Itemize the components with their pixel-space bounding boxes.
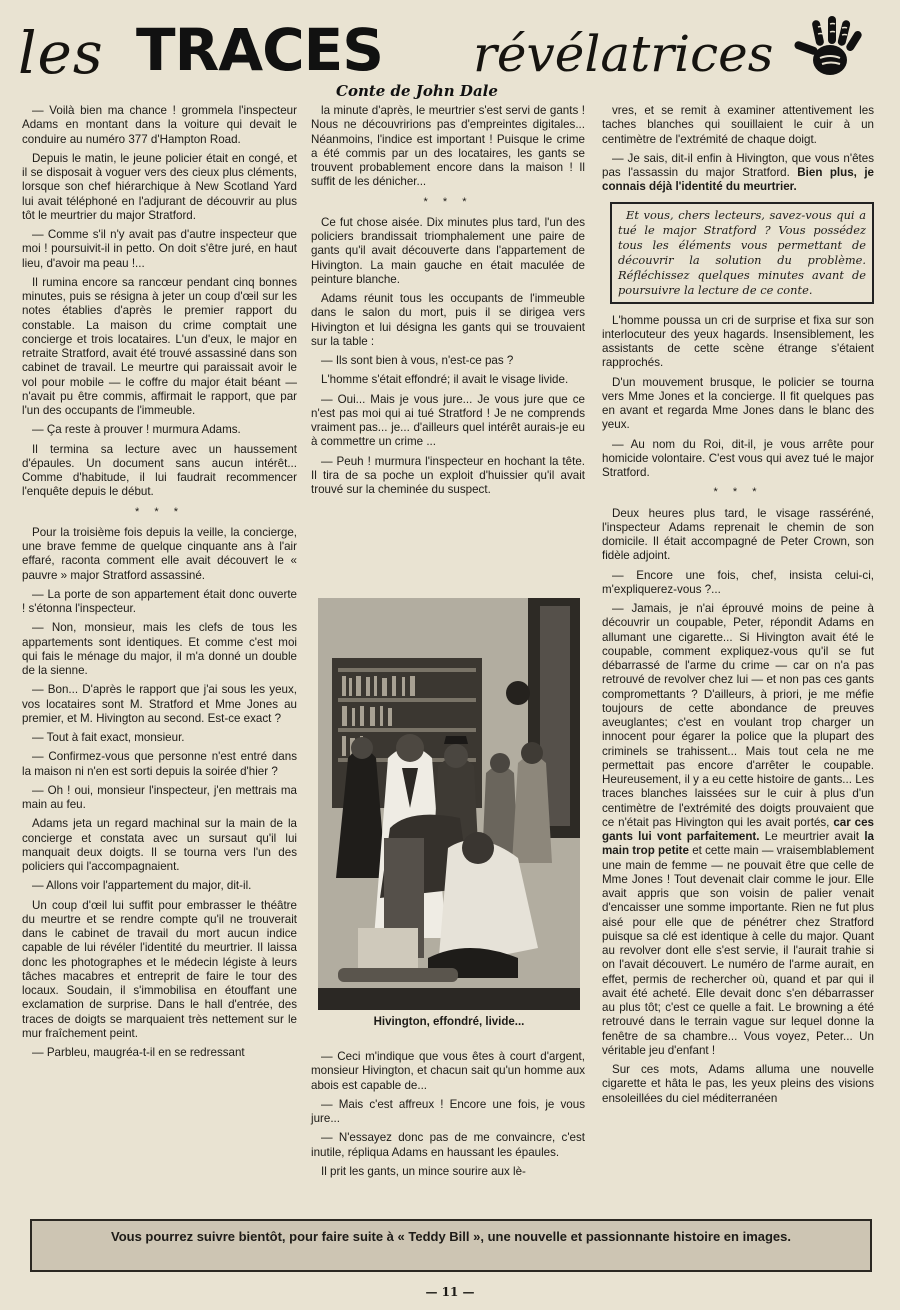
subtitle: Conte de John Dale: [336, 82, 498, 100]
paragraph: [602, 152, 874, 195]
paragraph: Depuis le matin, le jeune policier était en congé, et il se disposait à voguer vers des cieux plus cléments, lorsque son chef hiérarchique à New Scotland Yard lui avait téléphoné en l'adjurant de découvrir au plus tôt le meurtrier du major Stratford.: [22, 151, 297, 222]
paragraph: Adams jeta un regard machinal sur la main de la concierge et constata avec un sursaut qu'il lui manquait deux doigts. Il se tourna vers l'un des policiers qui l'accompagnaient.: [22, 817, 297, 873]
paragraph: Ce fut chose aisée. Dix minutes plus tard, l'un des policiers brandissait triomphalement une paire de gants qu'il avait découverte dans l'appartement de Hivington. La main gauche en était maculée de peinture blanche.: [311, 215, 585, 286]
handprint-icon: [778, 14, 882, 84]
page-number: — 11 —: [425, 1285, 475, 1299]
paragraph: Un coup d'œil lui suffit pour embrasser le théâtre du meurtre et se rendre compte qu'il ne trouverait dans le cabinet de travail du mort aucun indice capable de lui révéler l'identité du meurtrier. Il laissa donc les photographes et le médecin légiste à leurs tâches macabres et entreprit de faire le tour des locaux. Soudain, il s'immobilisa en étouffant une exclamation de surprise. Dans le hall d'entrée, des traces de doigts se marquaient très nettement sur le mur fraîchement peint.: [22, 898, 297, 1040]
paragraph-text: Le meurtrier avait: [764, 830, 860, 843]
title-les: les: [18, 19, 104, 87]
paragraph: — Peuh ! murmura l'inspecteur en hochant la tête. Il tira de sa poche un exploit d'huissier qu'il avait trouvé sur la cheminée du suspect.: [311, 454, 585, 496]
column-2: [311, 104, 585, 502]
paragraph: — Au nom du Roi, dit-il, je vous arrête pour homicide volontaire. C'est vous qui avez tué le major Stratford.: [602, 437, 874, 479]
paragraph: — Comme s'il n'y avait pas d'autre inspecteur que moi ! poursuivit-il in petto. On doit s'être juré, en haut lieu, d'avoir ma peau !...: [22, 228, 297, 270]
paragraph: Il prit les gants, un mince sourire aux lè-: [321, 1164, 526, 1178]
paragraph: — Bon... D'après le rapport que j'ai sous les yeux, vos locataires sont M. Stratford et Mme Jones au premier, et M. Hivington au second. Est-ce exact ?: [22, 683, 297, 725]
paragraph: — Ils sont bien à vous, n'est-ce pas ?: [321, 354, 514, 367]
section-separator: * * *: [135, 505, 184, 518]
paragraph: — Ça reste à prouver ! murmura Adams.: [32, 423, 241, 437]
paragraph: — Oui... Mais je vous jure... Je vous jure que ce n'est pas moi qui ai tué Stratford ! Je ne comprends vraiment pas... je... d'ailleurs quel intérêt aurais-je eu à commettre un crime ...: [311, 392, 585, 449]
paragraph: — La porte de son appartement était donc ouverte ! s'étonna l'inspecteur.: [22, 587, 297, 615]
bold-text: Bien plus, je connais déjà l'identité du meurtrier.: [602, 166, 874, 194]
paragraph: vres, et se remit à examiner attentivement les taches blanches qui souillaient le cuir à un centimètre de l'extrémité de chaque doigt.: [602, 104, 874, 146]
title-traces: TRACES: [136, 16, 384, 84]
bold-text: la main trop petite: [602, 830, 874, 858]
paragraph: — Allons voir l'appartement du major, dit-il.: [32, 879, 252, 893]
paragraph: — Tout à fait exact, monsieur.: [32, 731, 185, 744]
story-illustration: [318, 598, 580, 1010]
paragraph: Adams réunit tous les occupants de l'immeuble dans le salon du mort, puis il se dirigea vers Hivington et lui désigna les gants qui se trouvaient sur la table :: [311, 292, 585, 348]
column-2-continued: [311, 1050, 585, 1184]
paragraph: Pour la troisième fois depuis la veille, la concierge, une brave femme de quelque cinquante ans à l'air effaré, raconta comment elle avait découvert le « pauvre » major Stratford assassiné.: [22, 525, 297, 582]
section-separator: * * *: [713, 486, 763, 499]
section-separator: * * *: [423, 195, 473, 208]
box-text: Et vous, chers lecteurs, savez-vous qui a tué le major Stratford ? Vous possédez tous les éléments vous permettant de découvrir la solution du problème. Réfléchissez quelques minutes avant de poursuivre la lecture de ce conte.: [618, 207, 866, 297]
paragraph: Deux heures plus tard, le visage rasséréné, l'inspecteur Adams reprenait le chemin de son domicile. Il était accompagné de Peter Crown, son fidèle adjoint.: [602, 506, 874, 563]
paragraph: — Non, monsieur, mais les clefs de tous les appartements sont identiques. Et comme c'est moi qui fais le ménage du major, il m'a donné un double de la sienne.: [22, 621, 297, 677]
paragraph: — Parbleu, maugréa-t-il en se redressant: [32, 1046, 245, 1059]
reader-question-box: [610, 202, 874, 304]
bold-text: car ces gants lui vont parfaitement.: [602, 815, 874, 843]
paragraph: — Oh ! oui, monsieur l'inspecteur, j'en mettrais ma main au feu.: [22, 783, 297, 811]
paragraph: — Encore une fois, chef, insista celui-ci, m'expliquerez-vous ?...: [602, 568, 874, 596]
paragraph: — Voilà bien ma chance ! grommela l'inspecteur Adams en montant dans la voiture qui devait le conduire au numéro 377 d'Hampton Road.: [22, 104, 297, 146]
title-revelatrices: révélatrices: [473, 25, 774, 83]
paragraph: — Confirmez-vous que personne n'est entré dans la maison ni n'en est sorti depuis la soirée d'hier ?: [22, 750, 297, 778]
paragraph: la minute d'après, le meurtrier s'est servi de gants ! Nous ne découvririons pas d'empreintes digitales... Néanmoins, l'indice est important ! Puisque le crime a été commis par un des locataires, les gants se trouvent probablement encore dans la maison ! Il suffit de les dénicher...: [311, 104, 585, 189]
title-block: [18, 12, 880, 100]
illustration-caption: Hivington, effondré, livide...: [373, 1016, 525, 1028]
column-3: [602, 104, 874, 1111]
paragraph: L'homme s'était effondré; il avait le visage livide.: [321, 373, 569, 387]
paragraph: — Mais c'est affreux ! Encore une fois, je vous jure...: [311, 1097, 585, 1125]
paragraph: [602, 602, 874, 1058]
paragraph-text: — Je sais, dit-il enfin à Hivington, que vous n'êtes pas l'assassin du major Stratford.: [602, 151, 874, 179]
column-1: [22, 104, 297, 1065]
paragraph: Il termina sa lecture avec un haussement d'épaules. Un document sans aucun intérêt... Comme d'habitude, il lui faudrait recommencer l'enquête depuis le début.: [22, 442, 297, 499]
paragraph: D'un mouvement brusque, le policier se tourna vers Mme Jones et la concierge. Il fit quelques pas en avant et regarda Mme Jones dans le blanc des yeux.: [602, 375, 874, 432]
paragraph-text: et cette main — vraisemblablement une main de femme — ne pouvait être que celle de Mme Jones ! Tout devenait clair comme le jour. Elle avait appris que son voisin de palier venait d'encaisser une somme importante. Rien ne fut plus aisé pour elle que de pénétrer chez Stratford puisque sa clé est identique à celle du major. Quant au revolver dont elle s'est servie, il l'aurait trahie si on l'avait découvert. Le numéro de l'arme aurait, en effet, permis de rechercher où, quand et par qui il avait été acheté. Elle devait donc s'en débarrasser au plus tôt; c'est ce quelle a fait. Le browning a été retrouvé dans le terrain vague sur lequel donne la fenêtre de sa chambre... Vous voyez, Peter... Un véritable jeu d'enfant !: [602, 844, 874, 1057]
paragraph: Il rumina encore sa rancœur pendant cinq bonnes minutes, puis se résigna à jeter un coup d'œil sur les notes établies d'après le premier rapport du constable. La maison du crime comptait une concierge et trois locataires. L'un d'eux, le major en retraite Stratford, avait été trouvé assassiné dans son cabinet de travail. Le meurtre qui paraissait avoir le vol pour mobile — le coffre du major était béant — n'avait pu être commis, affirmait le rapport, que par l'un des occupants de l'immeuble.: [22, 275, 297, 417]
paragraph: — N'essayez donc pas de me convaincre, c'est inutile, répliqua Adams en haussant les épaules.: [311, 1131, 585, 1159]
paragraph: L'homme poussa un cri de surprise et fixa sur son interlocuteur des yeux hagards. Insensiblement, les assistants de cette scène étrange s'étaient rapprochés.: [602, 313, 874, 370]
paragraph-text: — Jamais, je n'ai éprouvé moins de peine à découvrir un coupable, Peter, répondit Adams en allumant une cigarette... Si Hivington avait été le coupable, comment expliquez-vous qu'il se fut débarrassé de l'arme du crime — car on n'a pas retrouvé de revolver chez lui — et non pas ces gants compromettants ? D'ailleurs, à priori, je me méfie toujours de cette abondance de preuves aveuglantes; c'est en voulant trop charger un innocent pour égarer la police que la plupart des criminels se trahissent... Mais tout cela ne me permettait pas encore d'arrêter le coupable. Heureusement, il y a eu cette histoire de gants... Les traces blanches laissées sur le cuir à plus d'un centimètre de l'extrémité des doigts prouvaient que ce n'était pas Hivington qui les avait portés,: [602, 602, 874, 829]
paragraph: — Ceci m'indique que vous êtes à court d'argent, monsieur Hivington, et chacun sait qu'un homme aux abois est capable de...: [311, 1050, 585, 1092]
paragraph: Sur ces mots, Adams alluma une nouvelle cigarette et hâta le pas, les yeux pleins des visions ensoleillées du ciel méditerranéen: [602, 1063, 874, 1105]
announcement-banner: Vous pourrez suivre bientôt, pour faire suite à « Teddy Bill », une nouvelle et passionnante histoire en images.: [30, 1219, 872, 1272]
